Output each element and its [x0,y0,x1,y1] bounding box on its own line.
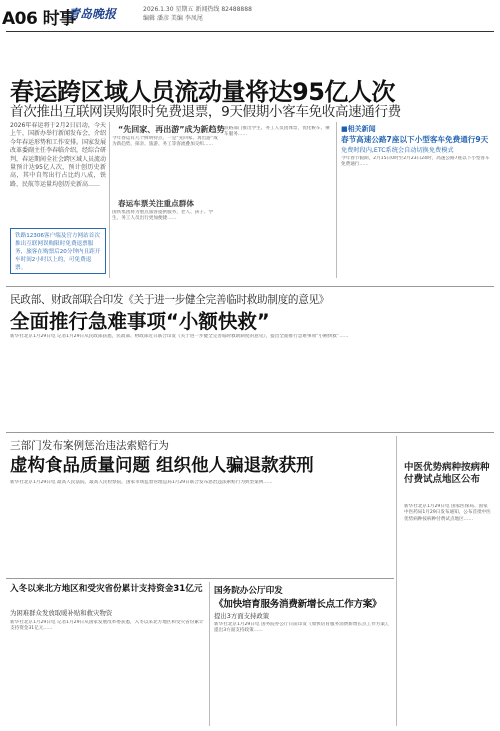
col2-text: 今年春运有几个鲜明特点，一是“先回家、再出游”成为新趋势，探亲、旅游、务工等客流叠加交织…… [112,136,218,148]
column-divider [336,122,337,278]
side-text: 新华社北京1月29日电 国家医保局、国家中医药局1月29日发布通知，公布首批中医优势病种按病种付费试点地区…… [404,504,491,522]
section-rule [6,432,494,433]
col2-subtext: 国铁集团将为重点旅客提供服务，老人、孩子、学生、务工人员出行更加便捷…… [112,210,214,222]
story4-subtitle: 为困难群众发放取暖补贴和救灾物资 [10,609,113,617]
lead-headline: 春运跨区域人员流动量将达95亿人次 [10,78,395,106]
hotline-label: 新闻热线 [195,6,220,13]
col4-subheading: 免费时段内,ETC系统会自动切换免费模式 [341,147,454,154]
col2-subheading: 春运车票关注重点群体 [118,199,194,208]
story3-text: 新华社北京1月29日电 最高人民法院、最高人民检察院、国家市场监督管理总局1月29日联合发布惩治违法索赔行为典型案例…… [10,480,273,485]
side-headline: 中医优势病种按病种付费试点地区公布 [404,462,490,485]
hotline-number: 82488888 [221,6,252,13]
section-rule [6,286,494,287]
story2-headline: 全面推行急难事项“小额快救” [10,310,270,333]
editor-label: 编辑 [143,15,156,22]
lead-intro: 2026年春运将于2月2日启动，今天上午，国新办举行新闻发布会，介绍今年春运形势和工作安排。国家发展改革委副主任李春临介绍，经综合研判，春运期间全社会跨区域人员流动量预计达95亿人次，预计创历史新高，其中自驾出行占比约八成，铁路、民航等运量均创历史新高…… [10,122,106,188]
designer-name: 李凤尾 [184,15,203,22]
column-divider [209,582,210,726]
design-label: 美编 [170,15,183,22]
story5-kicker: 国务院办公厅印发 [214,586,283,596]
story5-headline: 《加快培育服务消费新增长点工作方案》 [214,599,382,610]
related-news-tag: ■相关新闻 [341,125,376,133]
lead-subtitle: 首次推出互联网误购限时免费退票，9天假期小客车免收高速通行费 [10,104,401,120]
header-rule [6,31,494,32]
story5-subtitle: 提出3方面支持政策 [214,612,270,620]
column-divider [396,436,397,726]
issue-weekday: 星期五 [175,6,194,13]
issue-meta [143,5,252,23]
page-code [2,4,76,29]
story3-headline: 虚构食品质量问题 组织他人骗退款获刑 [10,456,314,476]
story2-kicker: 民政部、财政部联合印发《关于进一步健全完善临时救助制度的意见》 [10,294,330,306]
story4-text: 新华社北京1月29日电 记者1月29日从国家发展改革委获悉，入冬以来北方地区和受灾省份累计支持资金31亿元…… [10,620,204,632]
col4-heading: 春节高速公路7座以下小型客车免费通行9天 [341,135,489,144]
page-number: A06 [2,9,38,29]
col4-text: 今年春节假期，2月15日0时至2月23日24时，高速公路7座以下小型客车免费通行…… [341,156,490,168]
section-name: 时事 [42,9,76,29]
col2-heading: “先回家、再出游”成为新趋势 [118,125,225,134]
lead-pull-quote: 铁路12306客户端及官方网站首次推出互联网误购限时免费退票服务，旅客在购票后20分钟内且距开车时间2小时以上的，可免费退票。 [10,228,106,274]
newspaper-logo: 青岛晚报 [68,7,117,21]
story2-text: 新华社北京1月29日电 记者1月29日从民政部获悉，民政部、财政部近日联合印发《关于进一步健全完善临时救助制度的意见》，提出全面推行急难事项“小额快救”…… [10,334,349,339]
editor-name: 潘彦 [156,15,169,22]
story4-headline: 入冬以来北方地区和受灾省份累计支持资金31亿元 [10,584,203,594]
story5-text: 新华社北京1月29日电 国务院办公厅日前印发《加快培育服务消费新增长点工作方案》，提出3方面支持政策…… [214,622,392,634]
col3-text: 铁路部门推出学生、务工人员团体票，优化候车、乘车服务…… [224,126,330,138]
section-rule [6,578,394,579]
issue-date: 2026.1.30 [143,6,174,13]
column-divider [109,122,110,278]
story3-kicker: 三部门发布案例惩治违法索赔行为 [10,440,169,452]
